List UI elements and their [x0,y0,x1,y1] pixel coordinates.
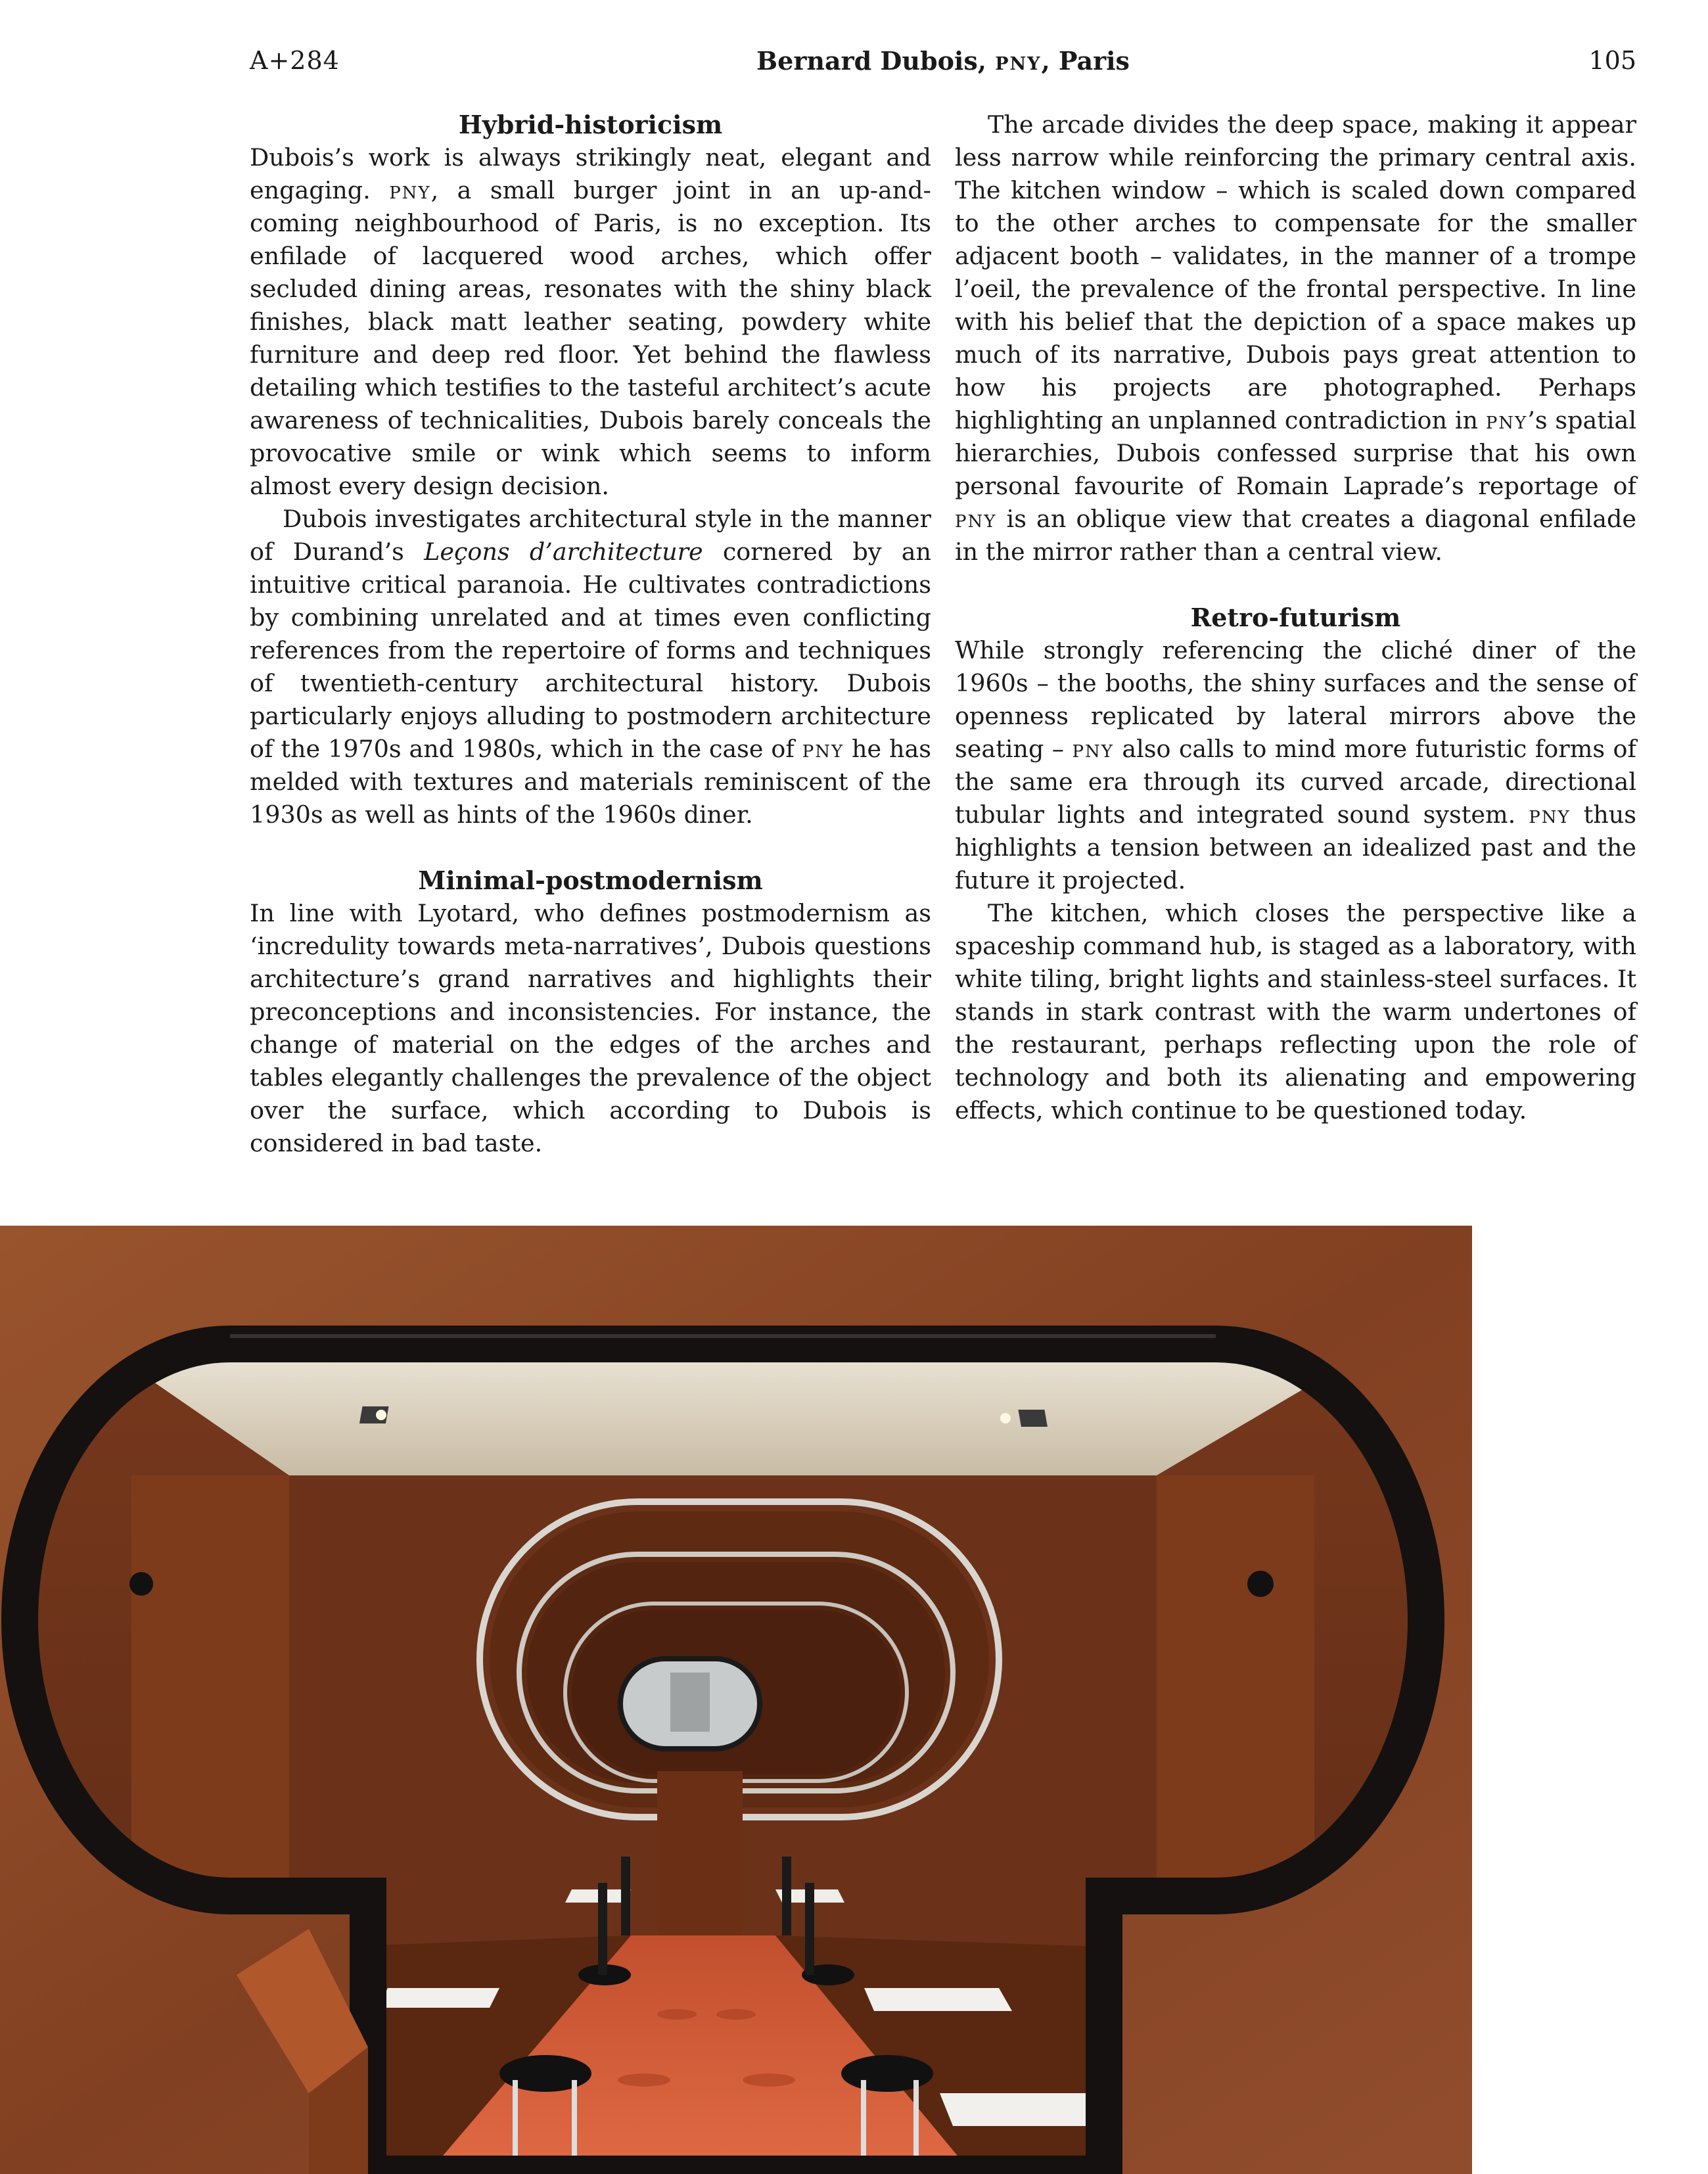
section-spacer [955,568,1636,601]
issue-number: A+284 [250,46,340,75]
paragraph: While strongly referencing the cliché diner of the 1960s – the booths, the shiny surfaces and the sense of openness replicated by lateral mirrors above the seating – pny also calls to mind more futuristic forms of the same era through its curved arcade, directional tubular lights and integrated sound system. pny thus highlights a tension between an idealized past and the future it projected. [955,636,1637,894]
section-spacer [250,831,931,864]
paragraph: Dubois’s work is always strikingly neat, elegant and engaging. pny, a small burger joint in an up-and-coming neighbourhood of Paris, is no exception. Its enfilade of lacquered wood arches, which offer secluded dining areas, resonates with the shiny black finishes, black matt leather seating, powdery white furniture and deep red floor. Yet behind the flawless detailing which testifies to the tasteful architect’s acute awareness of technicalities, Dubois barely conceals the provocative smile or wink which seems to inform almost every design decision. [250,143,931,500]
left-text-column [250,108,931,1160]
page-number: 105 [1588,46,1636,75]
paragraph: The kitchen, which closes the perspective like a spaceship command hub, is staged as a laboratory, with white tiling, bright lights and stainless-steel surfaces. It stands in stark contrast with the warm undertones of the restaurant, perhaps reflecting upon the role of technology and both its alienating and empowering effects, which continue to be questioned today. [955,899,1636,1124]
photo-illustration [0,1226,1472,2174]
right-text-column [955,108,1636,1127]
paragraph: The arcade divides the deep space, making it appear less narrow while reinforcing the primary central axis. The kitchen window – which is scaled down compared to the other arches to compensate for the smaller adjacent booth – validates, in the manner of a trompe l’oeil, the prevalence of the frontal perspective. In line with his belief that the depiction of a space makes up much of its narrative, Dubois pays great attention to how his projects are photographed. Perhaps highlighting an unplanned contradiction in pny’s spatial hierarchies, Dubois confessed surprise that his own personal favourite of Romain Laprade’s reportage of pny is an oblique view that creates a diagonal enfilade in the mirror rather than a central view. [955,110,1636,566]
section-heading-minimal-postmodernism: Minimal-postmodernism [418,866,763,895]
section-heading-hybrid-historicism: Hybrid-historicism [458,110,723,139]
paragraph: Dubois investigates architectural style in the manner of Durand’s Leçons d’architecture cornered by an intuitive critical paranoia. He cultivates contradictions by combining unrelated and at times even conflicting references from the repertoire of forms and techniques of twentieth-century architectural history. Dubois particularly enjoys alluding to postmodern architecture of the 1970s and 1980s, which in the case of pny he has melded with textures and materials reminiscent of the 1930s as well as hints of the 1960s diner. [250,505,931,829]
section-heading-retro-futurism: Retro-futurism [1190,603,1401,632]
paragraph: In line with Lyotard, who defines postmodernism as ‘incredulity towards meta-narratives’, Dubois questions architecture’s grand narratives and highlights their preconceptions and inconsistencies. For instance, the change of material on the edges of the arches and tables elegantly challenges the prevalence of the object over the surface, which according to Dubois is considered in bad taste. [250,899,931,1157]
article-title: Bernard Dubois, pny, Paris [756,46,1130,76]
restaurant-interior-photo [0,1226,1472,2174]
running-header [250,46,1636,85]
